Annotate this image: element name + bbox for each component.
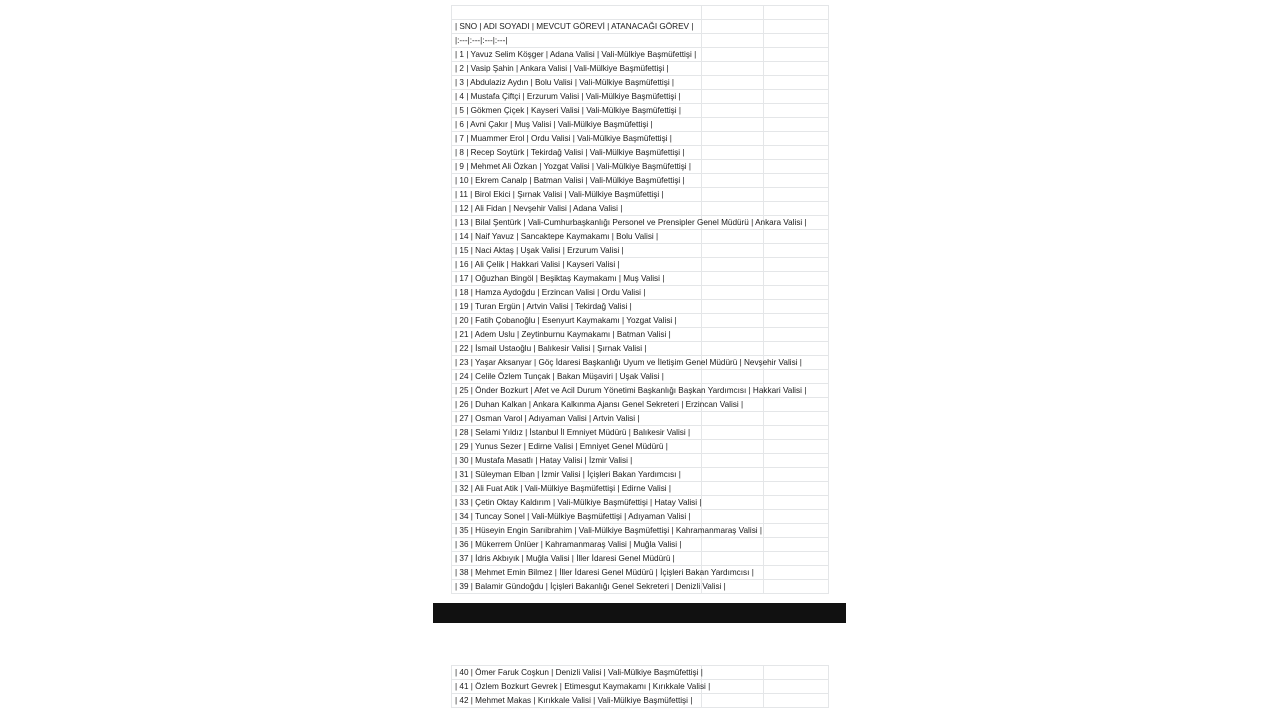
page-break-bar xyxy=(433,603,846,623)
cell-blank[interactable] xyxy=(764,104,829,118)
cell-text[interactable] xyxy=(452,272,702,286)
table-row[interactable] xyxy=(452,272,829,286)
cell-blank[interactable] xyxy=(764,286,829,300)
cell-value: | 1 | Yavuz Selim Köşger | Adana Valisi | Vali-Mülkiye Başmüfettişi | xyxy=(455,50,697,59)
cell-blank[interactable] xyxy=(764,314,829,328)
cell-blank[interactable] xyxy=(702,426,764,440)
cell-blank[interactable] xyxy=(702,174,764,188)
cell-value: | 28 | Selami Yıldız | İstanbul İl Emniyet Müdürü | Balıkesir Valisi | xyxy=(455,428,691,437)
table-row[interactable] xyxy=(452,146,829,160)
cell-text[interactable] xyxy=(452,384,807,398)
cell-value: | 32 | Ali Fuat Atik | Vali-Mülkiye Başmüfettişi | Edirne Valisi | xyxy=(455,484,672,493)
cell-text[interactable] xyxy=(452,174,702,188)
cell-blank[interactable] xyxy=(702,300,764,314)
table-row[interactable] xyxy=(452,496,829,510)
cell-value: | 17 | Oğuzhan Bingöl | Beşiktaş Kaymakamı | Muş Valisi | xyxy=(455,274,665,283)
table-row[interactable] xyxy=(452,174,829,188)
cell-text[interactable] xyxy=(452,552,702,566)
cell-text[interactable] xyxy=(452,314,702,328)
table-row[interactable] xyxy=(452,314,829,328)
cell-blank[interactable] xyxy=(764,48,829,62)
cell-blank[interactable] xyxy=(702,342,764,356)
cell-text[interactable] xyxy=(452,132,702,146)
table-row[interactable] xyxy=(452,412,829,426)
table-row[interactable] xyxy=(452,20,829,34)
table-row[interactable] xyxy=(452,454,829,468)
cell-text[interactable] xyxy=(452,216,807,230)
cell-value: | 30 | Mustafa Masatlı | Hatay Valisi | İzmir Valisi | xyxy=(455,456,633,465)
cell-blank[interactable] xyxy=(702,496,764,510)
cell-value: | 31 | Süleyman Elban | İzmir Valisi | İçişleri Bakan Yardımcısı | xyxy=(455,470,681,479)
cell-blank[interactable] xyxy=(764,342,829,356)
cell-value: |:---|:---|:---|:---| xyxy=(455,36,508,45)
cell-text[interactable] xyxy=(452,160,702,174)
table-row[interactable] xyxy=(452,510,829,524)
table-row[interactable] xyxy=(452,370,829,384)
cell-blank[interactable] xyxy=(764,6,829,20)
cell-value: | 42 | Mehmet Makas | Kırıkkale Valisi | Vali-Mülkiye Başmüfettişi | xyxy=(455,696,693,705)
cell-blank[interactable] xyxy=(764,566,829,580)
cell-blank[interactable] xyxy=(702,552,764,566)
cell-blank[interactable] xyxy=(764,398,829,412)
cell-text[interactable] xyxy=(452,300,702,314)
cell-text[interactable] xyxy=(452,566,754,580)
cell-blank[interactable] xyxy=(702,202,764,216)
spreadsheet-block-bottom[interactable] xyxy=(451,665,829,708)
cell-blank[interactable] xyxy=(764,62,829,76)
cell-value: | 7 | Muammer Erol | Ordu Valisi | Vali-Mülkiye Başmüfettişi | xyxy=(455,134,672,143)
cell-value: | 23 | Yaşar Aksanyar | Göç İdaresi Başkanlığı Uyum ve İletişim Genel Müdürü | Nevşehir Valisi | xyxy=(455,358,802,367)
cell-blank[interactable] xyxy=(702,34,764,48)
cell-blank[interactable] xyxy=(702,412,764,426)
cell-text-separator[interactable] xyxy=(452,34,702,48)
table-row[interactable] xyxy=(452,188,829,202)
cell-blank[interactable] xyxy=(764,328,829,342)
table-row[interactable] xyxy=(452,62,829,76)
cell-text[interactable] xyxy=(452,510,702,524)
cell-text[interactable] xyxy=(452,62,702,76)
cell-value: | 4 | Mustafa Çiftçi | Erzurum Valisi | Vali-Mülkiye Başmüfettişi | xyxy=(455,92,681,101)
cell-blank[interactable] xyxy=(702,146,764,160)
table-row[interactable] xyxy=(452,342,829,356)
table-row[interactable] xyxy=(452,132,829,146)
cell-blank[interactable] xyxy=(702,666,764,680)
table-row[interactable] xyxy=(452,440,829,454)
cell-blank[interactable] xyxy=(764,132,829,146)
cell-value: | 13 | Bilal Şentürk | Vali-Cumhurbaşkanlığı Personel ve Prensipler Genel Müdürü | Ankara Valisi | xyxy=(455,218,807,227)
cell-blank[interactable] xyxy=(764,468,829,482)
cell-blank[interactable] xyxy=(764,90,829,104)
cell-text[interactable] xyxy=(452,356,802,370)
cell-blank[interactable] xyxy=(702,48,764,62)
cell-text[interactable] xyxy=(452,118,702,132)
cell-text[interactable] xyxy=(452,146,702,160)
cell-text[interactable] xyxy=(452,580,726,594)
table-row[interactable] xyxy=(452,538,829,552)
cell-blank[interactable] xyxy=(764,76,829,90)
cell-blank[interactable] xyxy=(764,538,829,552)
cell-blank[interactable] xyxy=(702,20,764,34)
cell-text[interactable] xyxy=(452,694,702,708)
table-row[interactable] xyxy=(452,482,829,496)
cell-text[interactable] xyxy=(452,104,702,118)
cell-blank[interactable] xyxy=(764,524,829,538)
cell-blank[interactable] xyxy=(764,160,829,174)
cell-blank[interactable] xyxy=(764,694,829,708)
cell-value: | 3 | Abdulaziz Aydın | Bolu Valisi | Vali-Mülkiye Başmüfettişi | xyxy=(455,78,675,87)
table-row[interactable] xyxy=(452,356,829,370)
cell-text[interactable] xyxy=(452,482,702,496)
table-row[interactable] xyxy=(452,34,829,48)
table-row[interactable] xyxy=(452,580,829,594)
cell-value: | 8 | Recep Soytürk | Tekirdağ Valisi | Vali-Mülkiye Başmüfettişi | xyxy=(455,148,685,157)
cell-blank[interactable] xyxy=(702,370,764,384)
table-row[interactable] xyxy=(452,216,829,230)
spreadsheet-body-top xyxy=(452,6,829,594)
cell-value: | 6 | Avni Çakır | Muş Valisi | Vali-Mülkiye Başmüfettişi | xyxy=(455,120,653,129)
cell-value: | 35 | Hüseyin Engin Sarıibrahim | Vali-Mülkiye Başmüfettişi | Kahramanmaraş Valisi | xyxy=(455,526,763,535)
cell-value: | 22 | İsmail Ustaoğlu | Balıkesir Valisi | Şırnak Valisi | xyxy=(455,344,647,353)
cell-blank[interactable] xyxy=(764,370,829,384)
cell-text[interactable] xyxy=(452,666,702,680)
cell-text[interactable] xyxy=(452,412,702,426)
cell-blank[interactable] xyxy=(702,62,764,76)
spreadsheet-body-bottom xyxy=(452,666,829,708)
cell-blank[interactable] xyxy=(702,188,764,202)
table-row[interactable] xyxy=(452,230,829,244)
cell-value: | 2 | Vasip Şahin | Ankara Valisi | Vali-Mülkiye Başmüfettişi | xyxy=(455,64,669,73)
cell-blank[interactable] xyxy=(764,244,829,258)
cell-value: | 26 | Duhan Kalkan | Ankara Kalkınma Ajansı Genel Sekreteri | Erzincan Valisi | xyxy=(455,400,744,409)
cell-text[interactable] xyxy=(452,188,702,202)
cell-value: | 29 | Yunus Sezer | Edirne Valisi | Emniyet Genel Müdürü | xyxy=(455,442,668,451)
cell-value: | 41 | Özlem Bozkurt Gevrek | Etimesgut Kaymakamı | Kırıkkale Valisi | xyxy=(455,682,711,691)
cell-value: | 40 | Ömer Faruk Coşkun | Denizli Valisi | Vali-Mülkiye Başmüfettişi | xyxy=(455,668,703,677)
table-row[interactable] xyxy=(452,552,829,566)
cell-blank[interactable] xyxy=(764,202,829,216)
cell-blank[interactable] xyxy=(764,426,829,440)
table-row[interactable] xyxy=(452,426,829,440)
table-row[interactable] xyxy=(452,300,829,314)
cell-text[interactable] xyxy=(452,244,702,258)
cell-value: | 33 | Çetin Oktay Kaldırım | Vali-Mülkiye Başmüfettişi | Hatay Valisi | xyxy=(455,498,702,507)
cell-blank[interactable] xyxy=(702,510,764,524)
cell-value: | 36 | Mükerrem Ünlüer | Kahramanmaraş Valisi | Muğla Valisi | xyxy=(455,540,682,549)
table-row[interactable] xyxy=(452,286,829,300)
cell-value: | 9 | Mehmet Ali Özkan | Yozgat Valisi | Vali-Mülkiye Başmüfettişi | xyxy=(455,162,692,171)
cell-value: | 11 | Birol Ekici | Şırnak Valisi | Vali-Mülkiye Başmüfettişi | xyxy=(455,190,664,199)
cell-text[interactable] xyxy=(452,680,711,694)
cell-blank[interactable] xyxy=(764,230,829,244)
cell-text[interactable] xyxy=(452,440,702,454)
cell-text[interactable] xyxy=(452,328,702,342)
table-row[interactable] xyxy=(452,104,829,118)
cell-blank[interactable] xyxy=(764,440,829,454)
cell-blank[interactable] xyxy=(702,538,764,552)
cell-blank[interactable] xyxy=(764,258,829,272)
cell-blank[interactable] xyxy=(702,328,764,342)
table-row[interactable] xyxy=(452,76,829,90)
cell-blank[interactable] xyxy=(764,482,829,496)
cell-text[interactable] xyxy=(452,76,702,90)
cell-blank[interactable] xyxy=(702,244,764,258)
cell-text[interactable] xyxy=(452,538,702,552)
cell-blank[interactable] xyxy=(702,160,764,174)
cell-text[interactable] xyxy=(452,286,702,300)
cell-blank[interactable] xyxy=(702,468,764,482)
cell-text[interactable] xyxy=(452,90,702,104)
cell-blank[interactable] xyxy=(764,146,829,160)
cell-blank[interactable] xyxy=(702,132,764,146)
cell-text[interactable] xyxy=(452,258,702,272)
table-row[interactable] xyxy=(452,244,829,258)
cell-blank[interactable] xyxy=(702,6,764,20)
table-row[interactable] xyxy=(452,680,829,694)
cell-text[interactable] xyxy=(452,496,702,510)
cell-value: | 19 | Turan Ergün | Artvin Valisi | Tekirdağ Valisi | xyxy=(455,302,632,311)
cell-blank[interactable] xyxy=(764,174,829,188)
cell-text[interactable] xyxy=(452,48,702,62)
table-row[interactable] xyxy=(452,90,829,104)
cell-value: | 27 | Osman Varol | Adıyaman Valisi | Artvin Valisi | xyxy=(455,414,640,423)
spreadsheet-block-top[interactable] xyxy=(451,5,829,594)
cell-text[interactable] xyxy=(452,342,702,356)
cell-blank[interactable] xyxy=(702,258,764,272)
cell-blank[interactable] xyxy=(764,20,829,34)
cell-value: | 39 | Balamir Gündoğdu | İçişleri Bakanlığı Genel Sekreteri | Denizli Valisi | xyxy=(455,582,726,591)
cell-blank[interactable] xyxy=(702,90,764,104)
cell-blank[interactable] xyxy=(702,272,764,286)
table-row[interactable] xyxy=(452,118,829,132)
cell-text[interactable] xyxy=(452,230,702,244)
cell-value: | 25 | Önder Bozkurt | Afet ve Acil Durum Yönetimi Başkanlığı Başkan Yardımcısı | Hakkari Valisi | xyxy=(455,386,807,395)
cell-value: | 37 | İdris Akbıyık | Muğla Valisi | İller İdaresi Genel Müdürü | xyxy=(455,554,675,563)
table-row[interactable] xyxy=(452,468,829,482)
table-row[interactable] xyxy=(452,258,829,272)
cell-blank[interactable] xyxy=(702,440,764,454)
cell-text[interactable] xyxy=(452,524,763,538)
table-row[interactable] xyxy=(452,398,829,412)
cell-value: | SNO | ADI SOYADI | MEVCUT GÖREVİ | ATANACAĞI GÖREV | xyxy=(455,22,694,31)
cell-value: | 38 | Mehmet Emin Bilmez | İller İdaresi Genel Müdürü | İçişleri Bakan Yardımcısı | xyxy=(455,568,754,577)
cell-value: | 34 | Tuncay Sonel | Vali-Mülkiye Başmüfettişi | Adıyaman Valisi | xyxy=(455,512,691,521)
cell-blank[interactable] xyxy=(764,34,829,48)
table-row[interactable] xyxy=(452,328,829,342)
cell-text[interactable] xyxy=(452,370,702,384)
cell-blank[interactable] xyxy=(702,118,764,132)
cell-blank[interactable] xyxy=(702,694,764,708)
cell-blank[interactable] xyxy=(764,188,829,202)
cell-blank[interactable] xyxy=(764,580,829,594)
cell-blank[interactable] xyxy=(702,482,764,496)
table-row[interactable] xyxy=(452,566,829,580)
cell-text[interactable] xyxy=(452,202,702,216)
table-row[interactable] xyxy=(452,694,829,708)
cell-blank[interactable] xyxy=(764,666,829,680)
cell-value: | 5 | Gökmen Çiçek | Kayseri Valisi | Vali-Mülkiye Başmüfettişi | xyxy=(455,106,681,115)
cell-blank[interactable] xyxy=(702,680,764,694)
cell-text-header[interactable] xyxy=(452,20,702,34)
cell-blank[interactable] xyxy=(764,680,829,694)
cell-blank[interactable] xyxy=(764,454,829,468)
cell-blank[interactable] xyxy=(764,412,829,426)
table-row[interactable] xyxy=(452,48,829,62)
table-row[interactable] xyxy=(452,160,829,174)
cell-value: | 24 | Celile Özlem Tunçak | Bakan Müşaviri | Uşak Valisi | xyxy=(455,372,664,381)
cell-value: | 16 | Ali Çelik | Hakkari Valisi | Kayseri Valisi | xyxy=(455,260,620,269)
cell-blank[interactable] xyxy=(764,510,829,524)
cell-value: | 20 | Fatih Çobanoğlu | Esenyurt Kaymakamı | Yozgat Valisi | xyxy=(455,316,677,325)
cell-value: | 15 | Naci Aktaş | Uşak Valisi | Erzurum Valisi | xyxy=(455,246,624,255)
cell-value: | 12 | Ali Fidan | Nevşehir Valisi | Adana Valisi | xyxy=(455,204,623,213)
cell-text[interactable] xyxy=(452,454,702,468)
cell-text[interactable] xyxy=(452,6,702,20)
cell-blank[interactable] xyxy=(702,76,764,90)
cell-blank[interactable] xyxy=(764,272,829,286)
cell-blank[interactable] xyxy=(702,454,764,468)
table-row[interactable] xyxy=(452,524,829,538)
cell-blank[interactable] xyxy=(702,314,764,328)
cell-value: | 18 | Hamza Aydoğdu | Erzincan Valisi | Ordu Valisi | xyxy=(455,288,646,297)
table-row[interactable] xyxy=(452,384,829,398)
cell-blank[interactable] xyxy=(764,496,829,510)
cell-text[interactable] xyxy=(452,468,702,482)
table-row[interactable] xyxy=(452,666,829,680)
table-row[interactable] xyxy=(452,6,829,20)
cell-blank[interactable] xyxy=(764,552,829,566)
cell-text[interactable] xyxy=(452,426,702,440)
cell-blank[interactable] xyxy=(702,104,764,118)
cell-value: | 21 | Adem Uslu | Zeytinburnu Kaymakamı | Batman Valisi | xyxy=(455,330,671,339)
cell-blank[interactable] xyxy=(764,118,829,132)
cell-text[interactable] xyxy=(452,398,744,412)
cell-value: | 10 | Ekrem Canalp | Batman Valisi | Vali-Mülkiye Başmüfettişi | xyxy=(455,176,685,185)
cell-blank[interactable] xyxy=(702,286,764,300)
cell-blank[interactable] xyxy=(702,230,764,244)
cell-value: | 14 | Naif Yavuz | Sancaktepe Kaymakamı | Bolu Valisi | xyxy=(455,232,659,241)
table-row[interactable] xyxy=(452,202,829,216)
cell-blank[interactable] xyxy=(764,300,829,314)
